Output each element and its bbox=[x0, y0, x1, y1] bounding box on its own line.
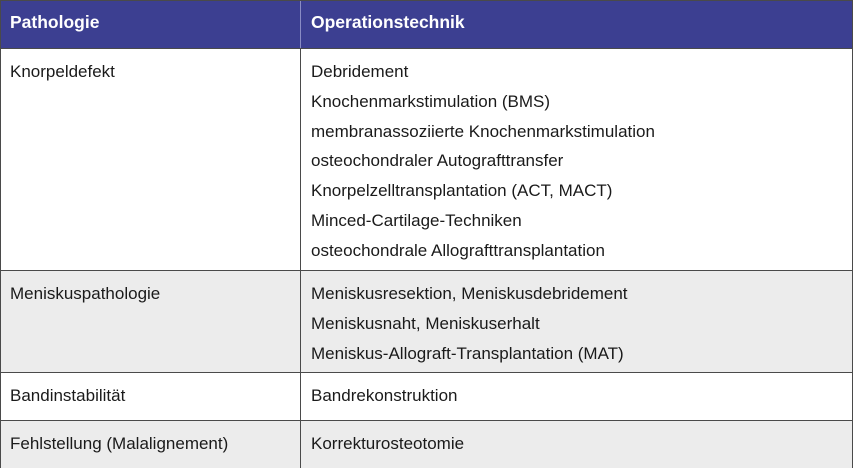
pathology-cell: Bandinstabilität bbox=[1, 373, 301, 420]
technique-cell bbox=[301, 271, 852, 372]
technique-item: Bandrekonstruktion bbox=[311, 386, 458, 405]
pathology-cell: Fehlstellung (Malalignement) bbox=[1, 421, 301, 468]
technique-item: Meniskusresektion, Meniskusdebridement bbox=[311, 284, 628, 303]
table-row bbox=[1, 420, 852, 468]
technique-item: osteochondrale Allografttransplantation bbox=[311, 240, 605, 260]
technique-item: Knochenmarkstimulation (BMS) bbox=[311, 91, 551, 111]
technique-item: Minced-Cartilage-Techniken bbox=[311, 210, 522, 230]
technique-item: membranassoziierte Knochenmarkstimulation bbox=[311, 121, 655, 141]
table-row bbox=[1, 48, 852, 270]
pathology-cell: Knorpeldefekt bbox=[1, 49, 301, 270]
header-operationstechnik: Operationstechnik bbox=[311, 12, 465, 32]
header-pathologie: Pathologie bbox=[1, 1, 301, 48]
technique-cell bbox=[301, 373, 852, 420]
table-row bbox=[1, 372, 852, 420]
technique-item: Debridement bbox=[311, 62, 409, 81]
technique-item: Meniskus-Allograft-Transplantation (MAT) bbox=[311, 343, 624, 363]
technique-cell bbox=[301, 421, 852, 468]
technique-item: Knorpelzelltransplantation (ACT, MACT) bbox=[311, 181, 613, 201]
table-row bbox=[1, 270, 852, 372]
technique-item: Meniskusnaht, Meniskuserhalt bbox=[311, 313, 540, 333]
technique-item: osteochondraler Autografttransfer bbox=[311, 151, 564, 171]
technique-item: Korrekturosteotomie bbox=[311, 434, 465, 453]
technique-cell bbox=[301, 49, 852, 270]
pathology-cell: Meniskuspathologie bbox=[1, 271, 301, 372]
table-header bbox=[1, 1, 852, 48]
